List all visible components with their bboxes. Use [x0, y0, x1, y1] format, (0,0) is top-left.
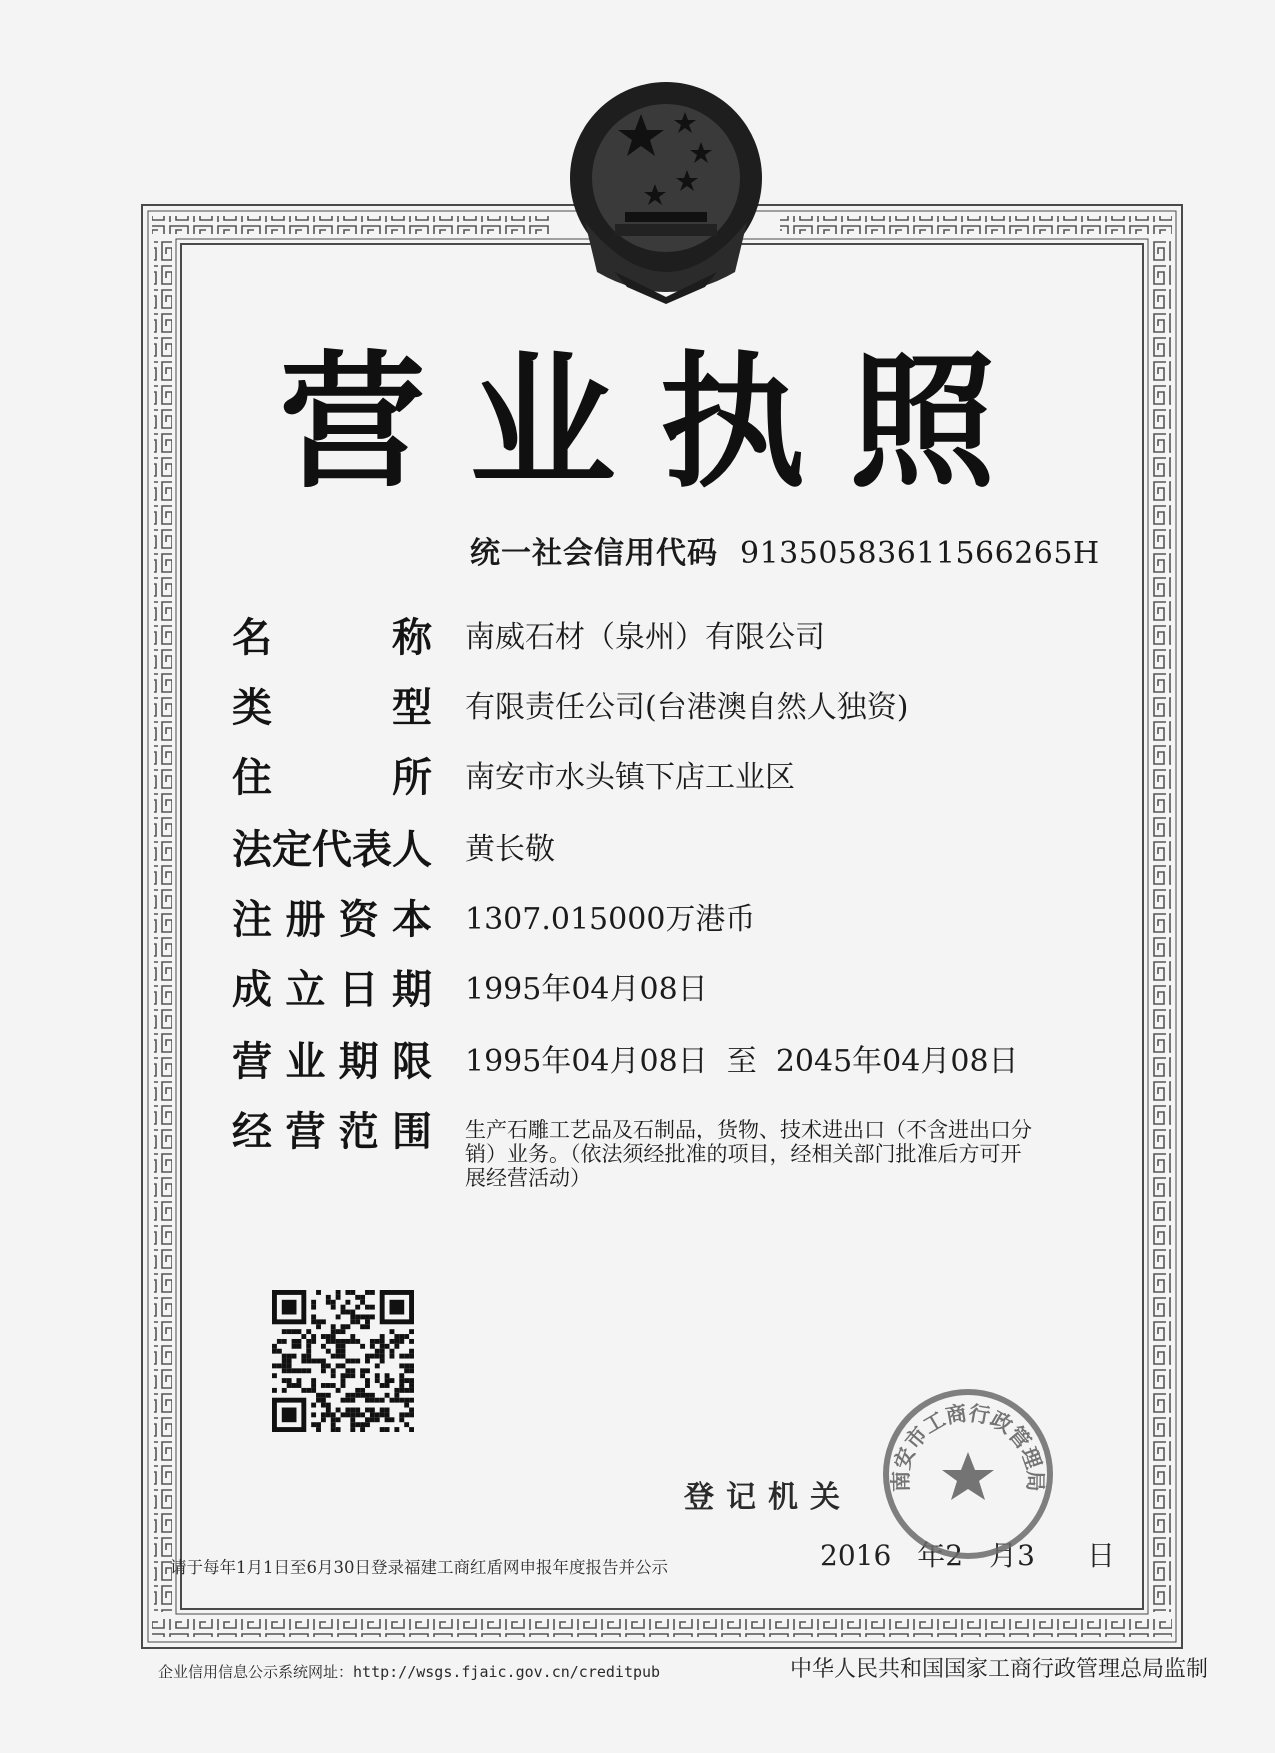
field-label-term [232, 1040, 432, 1084]
footer-site-url: http://wsgs.fjaic.gov.cn/creditpub [353, 1663, 661, 1681]
field-value-address: 南安市水头镇下店工业区 [465, 760, 795, 795]
label-char: 限 [391, 1039, 432, 1085]
reg-month: 2 [945, 1539, 964, 1572]
credit-code-line [470, 528, 1100, 572]
field-value-type: 有限责任公司(台港澳自然人独资) [465, 690, 909, 725]
reg-year: 2016 [820, 1539, 892, 1572]
label-char: 称 [392, 615, 432, 661]
label-char: 法 [232, 827, 272, 873]
label-char: 类 [232, 685, 272, 731]
qr-code [272, 1290, 414, 1432]
svg-text:南安市工商行政管理局: 南安市工商行政管理局 [888, 1401, 1048, 1493]
field-label-legal-rep [232, 828, 432, 872]
label-char: 人 [392, 827, 432, 873]
field-label-established [232, 968, 432, 1012]
field-label-address [232, 756, 432, 800]
label-char: 期 [391, 967, 432, 1013]
field-value-term: 1995年04月08日 至 2045年04月08日 [465, 1044, 1019, 1079]
label-char: 范 [338, 1109, 379, 1155]
label-char: 住 [232, 755, 272, 801]
field-value-scope: 生产石雕工艺品及石制品，货物、技术进出口（不含进出口分销）业务。（依法须经批准的项目，经相关部门批准后方可开展经营活动） [465, 1118, 1032, 1190]
label-char: 围 [391, 1109, 432, 1155]
field-label-type [232, 686, 432, 730]
label-char: 表 [352, 827, 392, 873]
field-value-established: 1995年04月08日 [465, 972, 708, 1007]
reg-day: 3 [1017, 1539, 1035, 1572]
footer-site-label: 企业信用信息公示系统网址： [158, 1663, 354, 1681]
reg-month-unit: 月 [989, 1539, 1018, 1572]
label-char: 经 [232, 1109, 272, 1155]
national-emblem-icon [555, 72, 777, 304]
credit-code-value: 91350583611566265H [740, 536, 1100, 571]
label-char: 定 [272, 827, 312, 873]
label-char: 营 [232, 1039, 272, 1085]
field-label-capital [232, 898, 432, 942]
field-value-legal-rep: 黄长敬 [465, 832, 555, 867]
footer-website [158, 1661, 660, 1682]
credit-code-label: 统一社会信用代码 [470, 536, 718, 571]
label-char: 资 [338, 897, 379, 943]
field-value-name: 南威石材（泉州）有限公司 [465, 620, 825, 655]
annual-report-notice: 请于每年1月1日至6月30日登录福建工商红盾网申报年度报告并公示 [170, 1558, 668, 1577]
footer-supervisor: 中华人民共和国国家工商行政管理总局监制 [790, 1657, 1209, 1682]
label-char: 册 [285, 897, 326, 943]
field-label-name [232, 616, 432, 660]
label-char: 期 [338, 1039, 379, 1085]
label-char: 注 [232, 897, 272, 943]
label-char: 名 [232, 615, 272, 661]
label-char: 成 [232, 967, 272, 1013]
label-char: 所 [392, 755, 432, 801]
label-char: 立 [285, 967, 326, 1013]
label-char: 本 [391, 897, 432, 943]
official-seal-stamp [880, 1386, 1056, 1562]
registration-authority-label: 登记机关 [684, 1480, 852, 1515]
label-char: 业 [285, 1039, 326, 1085]
document-title: 营业执照 [279, 338, 1040, 508]
label-char: 型 [392, 685, 432, 731]
label-char: 营 [285, 1109, 326, 1155]
label-char: 日 [338, 967, 379, 1013]
label-char: 代 [312, 827, 352, 873]
field-label-scope [232, 1110, 432, 1154]
reg-year-unit: 年 [917, 1539, 946, 1572]
reg-day-unit: 日 [1086, 1539, 1115, 1572]
field-value-capital: 1307.015000万港币 [465, 902, 756, 937]
